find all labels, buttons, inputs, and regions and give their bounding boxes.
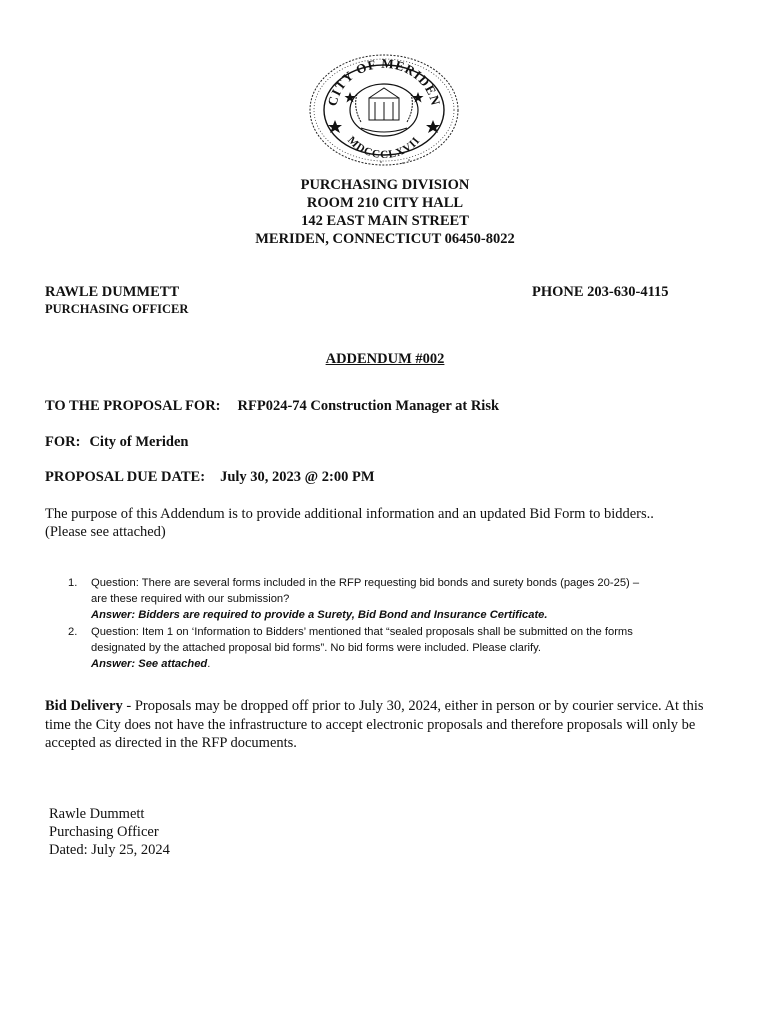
bid-delivery-text: - Proposals may be dropped off prior to July 30, 2024, either in person or by courier service. At this time the City does not have the infrastructure to accept electronic proposals and therefore proposals will only be accepted as directed in the RFP documents.: [45, 698, 704, 751]
purpose-line: The purpose of this Addendum is to provide additional information and an updated Bid Form to bidders..: [45, 506, 654, 522]
question-text: designated by the attached proposal bid forms”. No bid forms were included. Please clarify.: [91, 641, 542, 654]
question-number: 2.: [68, 625, 78, 638]
officer-title: PURCHASING OFFICER: [45, 302, 189, 316]
for-value: City of Meriden: [89, 434, 189, 450]
proposal-line: [45, 398, 499, 415]
svg-text:CITY OF MERIDEN: CITY OF MERIDEN: [324, 55, 444, 108]
division-name: PURCHASING DIVISION: [300, 177, 470, 193]
question-number: 1.: [68, 577, 78, 589]
for-line: [45, 434, 189, 451]
bid-delivery-label: Bid Delivery: [45, 698, 123, 714]
signer-name: Rawle Dummett: [49, 806, 145, 822]
purpose-paragraph: [45, 505, 725, 541]
signature-block: [49, 805, 170, 859]
answer-text: Answer: Bidders are required to provide a Surety, Bid Bond and Insurance Certificate.: [91, 609, 548, 622]
proposal-label: TO THE PROPOSAL FOR:: [45, 398, 221, 414]
question-item: [68, 575, 728, 624]
svg-text:MDCCCLXVII: MDCCCLXVII: [345, 134, 423, 162]
officer-phone: PHONE 203-630-4115: [532, 284, 669, 300]
question-text: are these required with our submission?: [91, 593, 290, 606]
question-item: [68, 624, 728, 673]
signer-title: Purchasing Officer: [49, 824, 159, 840]
bid-delivery-paragraph: [45, 697, 725, 753]
due-date-label: PROPOSAL DUE DATE:: [45, 469, 206, 485]
city-state-zip: MERIDEN, CONNECTICUT 06450-8022: [255, 231, 515, 247]
question-list: [68, 575, 728, 672]
due-date-value: July 30, 2023 @ 2:00 PM: [220, 469, 375, 485]
purpose-note: (Please see attached): [45, 524, 166, 540]
question-text: Question: There are several forms included in the RFP requesting bid bonds and surety bonds (pages 20-25) –: [91, 577, 640, 589]
office-room: ROOM 210 CITY HALL: [306, 195, 464, 211]
due-date-line: [45, 469, 375, 486]
officer-name: RAWLE DUMMETT: [45, 284, 180, 300]
question-text: Question: Item 1 on ‘Information to Bidders’ mentioned that “sealed proposals shall be submitted on the forms: [91, 625, 633, 638]
street-address: 142 EAST MAIN STREET: [301, 213, 469, 229]
letterhead-address: [0, 176, 770, 248]
city-seal-logo: [305, 50, 463, 170]
signature-date: Dated: July 25, 2024: [49, 842, 170, 858]
addendum-title: ADDENDUM #002: [325, 351, 445, 367]
proposal-value: RFP024-74 Construction Manager at Risk: [237, 398, 500, 414]
for-label: FOR:: [45, 434, 81, 450]
answer-text: Answer: See attached: [91, 658, 208, 671]
answer-suffix: .: [207, 658, 211, 671]
